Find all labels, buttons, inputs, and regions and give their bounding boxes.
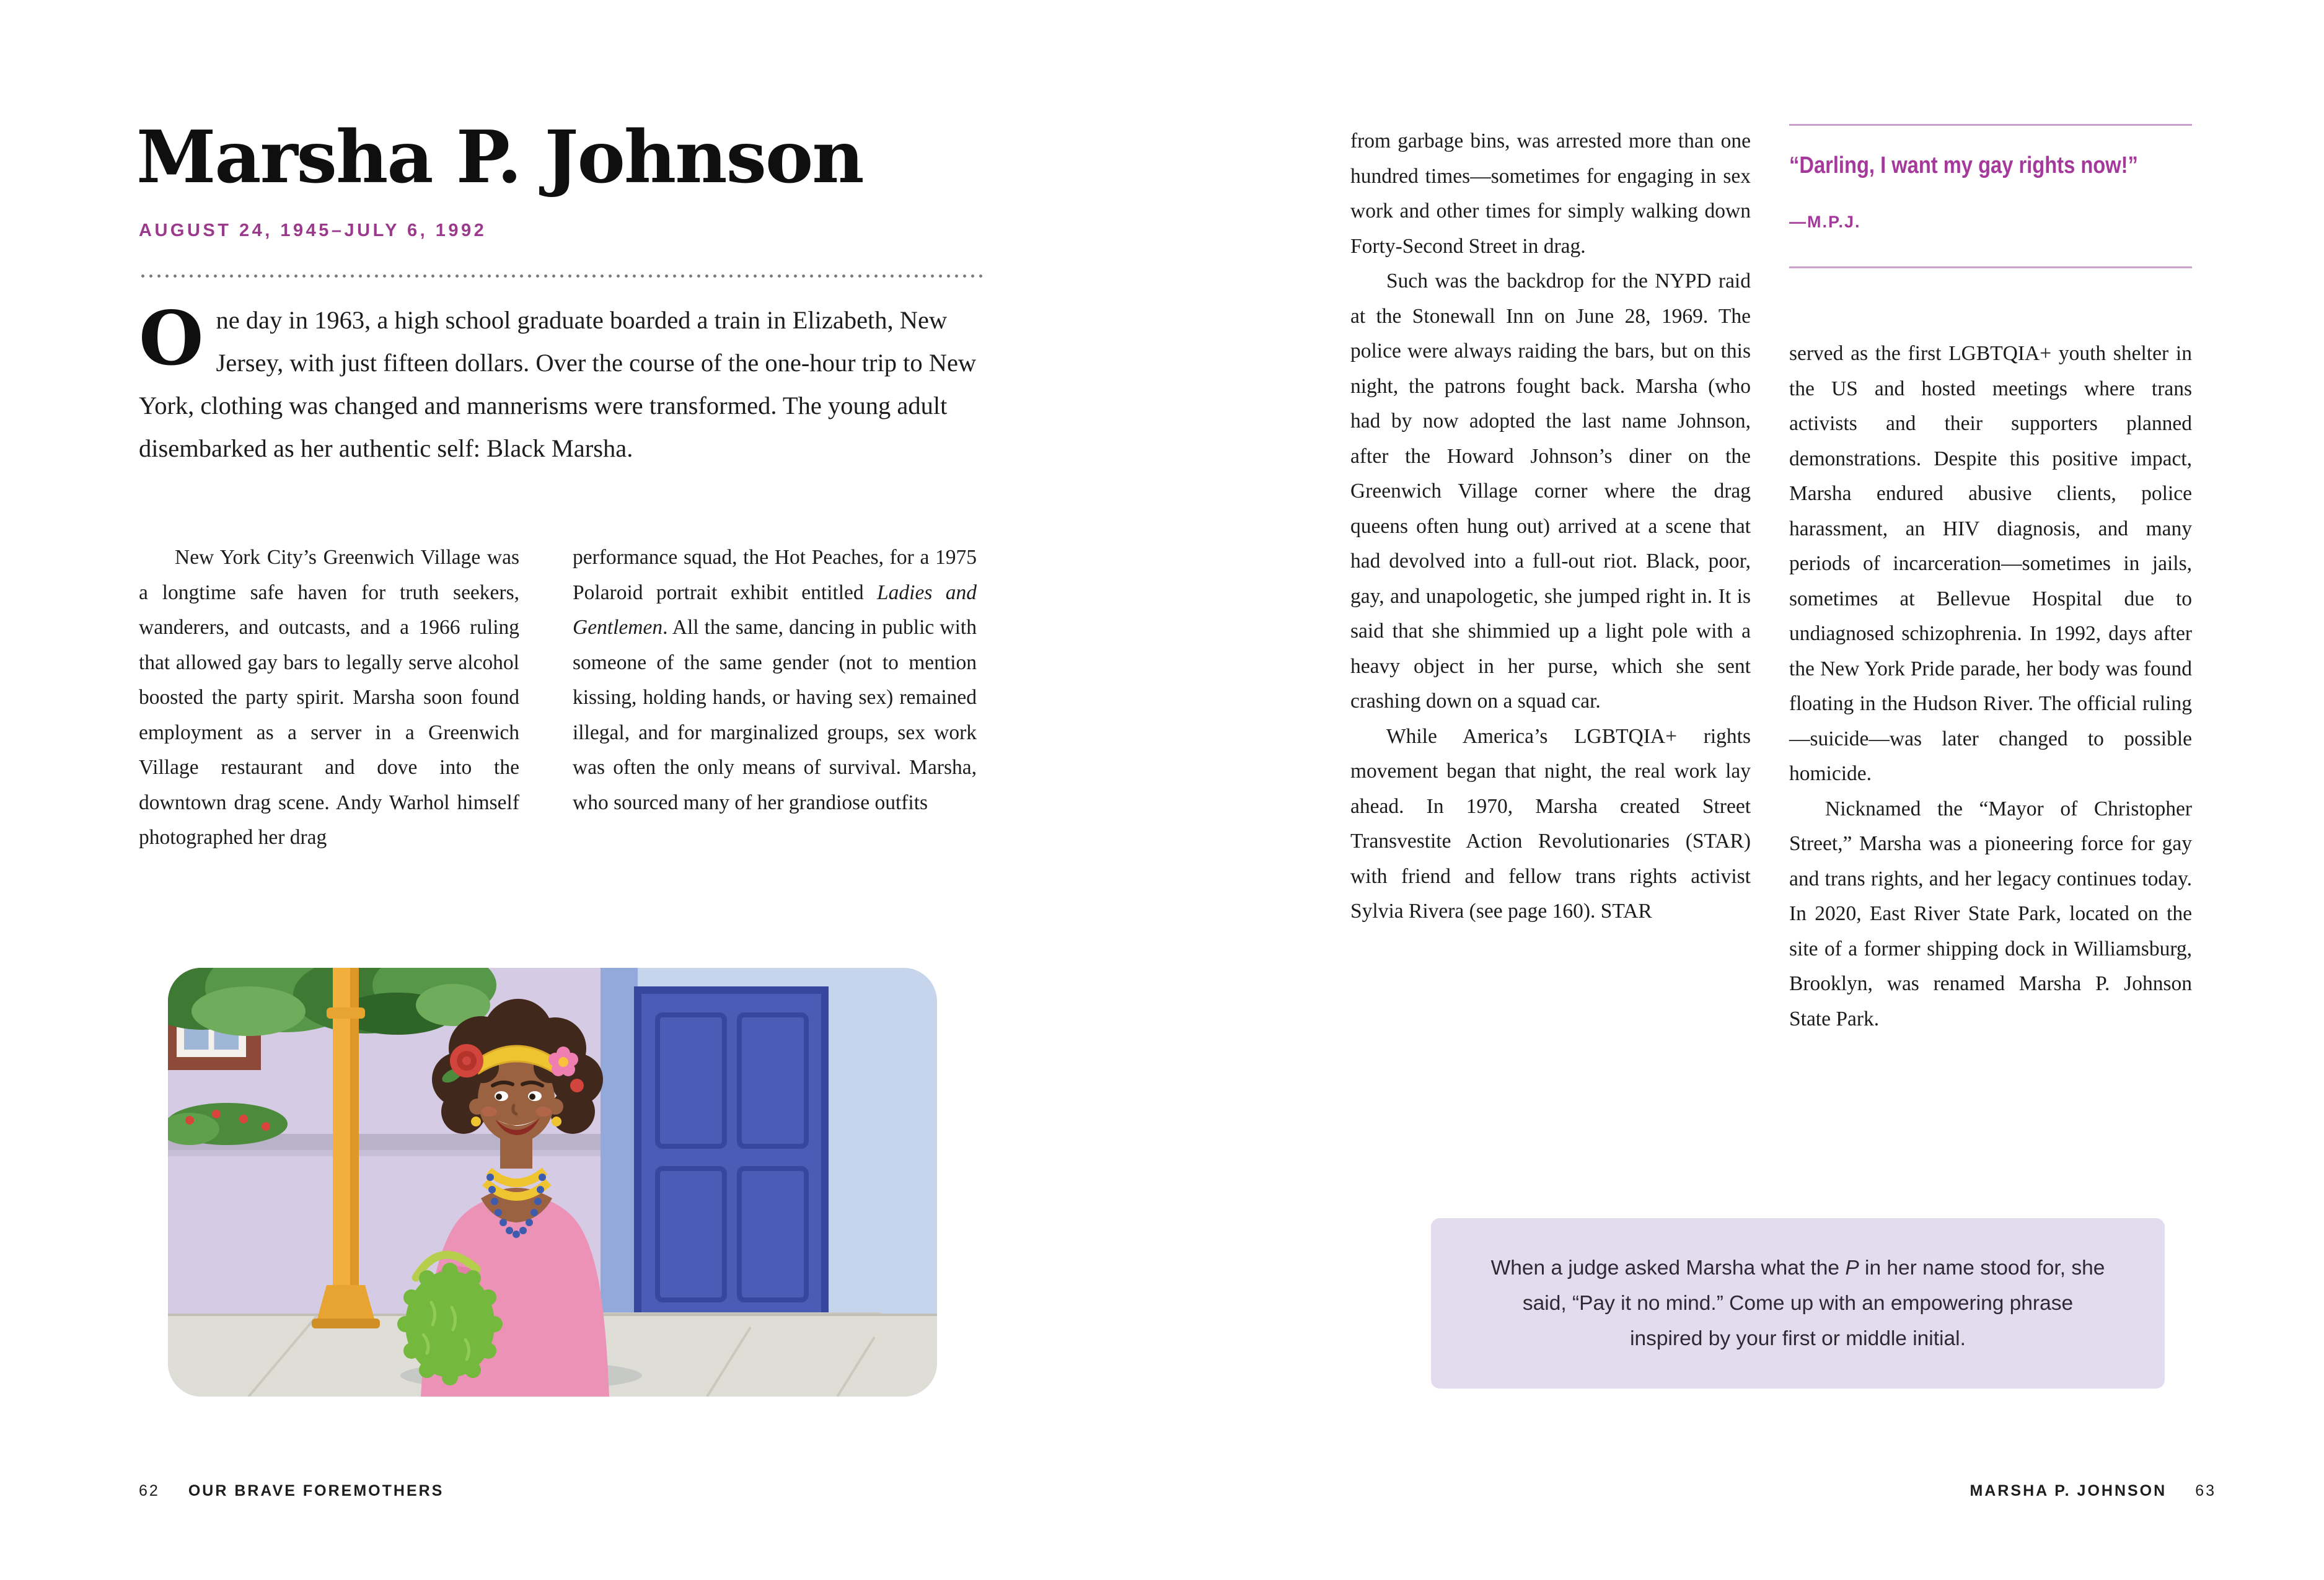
pull-quote-text: “Darling, I want my gay rights now!”: [1789, 152, 2138, 178]
earring: [552, 1117, 561, 1126]
illustration-svg: [168, 968, 937, 1397]
callout-text: [1484, 1250, 2111, 1356]
dotted-divider: [139, 274, 983, 278]
body-paragraph: While America’s LGBTQIA+ rights movement began that night, the real work lay ahead. In 1970, Marsha created Street Transvestite Action Revolutionaries (STAR) with friend and fellow trans rights activist Sylvia Rivera (see page 160). STAR: [1350, 724, 1751, 923]
body-paragraph: from garbage bins, was arrested more than one hundred times—sometimes for engaging in sex work and other times for simply walking down Forty-Second Street in drag.: [1350, 129, 1751, 258]
pull-quote: [1789, 124, 2192, 268]
page-title: Marsha P. Johnson: [136, 115, 863, 200]
earring: [471, 1117, 481, 1126]
body-paragraph: Such was the backdrop for the NYPD raid at the Stonewall Inn on June 28, 1969. The police were always raiding the bars, but on this night, the patrons fought back. Marsha (who had by now adopted the last name Johnson, after the Howard Johnson’s diner on the Greenwich Village corner where the drag queens often hung out) arrived at a scene that had devolved into a full-out riot. Black, poor, gay, and unapologetic, she jumped right in. It is said that she shimmied up a light pole with a heavy object in her purse, which she sent crashing down on a squad car.: [1350, 270, 1751, 713]
marsha-illustration: [168, 968, 937, 1397]
flower-hedge: [168, 1103, 288, 1145]
right-page-column-2: [1789, 124, 2192, 1037]
foliage: [168, 968, 496, 1036]
text-run: . All the same, dancing in public with someone of the same gender (not to mention kissing, holding hands, or having sex) remained illegal, and for marginalized groups, sex work was often the only means of survival. Marsha, who sourced many of her grandiose outfits: [573, 616, 977, 814]
intro-paragraph: [139, 295, 993, 470]
right-page-footer: [1970, 1482, 2216, 1500]
body-paragraph: [573, 540, 977, 820]
text-run: in her name stood for, she said, “Pay it no mind.” Come up with an empowering phrase inspired by your first or middle initial.: [1522, 1257, 2105, 1350]
running-footer-book-title: OUR BRAVE FOREMOTHERS: [188, 1482, 444, 1499]
page-number: 63: [2195, 1482, 2216, 1499]
body-paragraph: served as the first LGBTQIA+ youth shelter in the US and hosted meetings where trans activists and their supporters planned demonstrations. Despite this positive impact, Marsha endured abusive clients, police harassment, an HIV diagnosis, and many periods of incarceration—sometimes in jails, sometimes at Bellevue Hospital due to undiagnosed schizophrenia. In 1992, days after the New York Pride parade, her body was found floating in the Hudson River. The official ruling—suicide—was later changed to possible homicide.: [1789, 342, 2192, 785]
text-run: performance squad, the Hot Peaches, for a 1975 Polaroid portrait exhibit entitled: [573, 546, 977, 604]
left-page-footer: [139, 1482, 444, 1500]
blue-door: [601, 968, 825, 1341]
drop-cap: O: [139, 295, 204, 382]
italic-title-run: Ladies and Gentlemen: [573, 581, 977, 639]
page-number: 62: [139, 1482, 160, 1499]
left-page-column-1: [139, 540, 519, 856]
text-run: When a judge asked Marsha what the: [1490, 1257, 1846, 1279]
running-footer-chapter-title: MARSHA P. JOHNSON: [1970, 1482, 2167, 1499]
right-page-column-1: [1350, 124, 1751, 929]
intro-text: ne day in 1963, a high school graduate boarded a train in Elizabeth, New Jersey, with just fifteen dollars. Over the course of the one-hour trip to New York, clothing was changed and mannerisms were transformed. The young adult disembarked as her authentic self: Black Marsha.: [139, 306, 977, 462]
pull-quote-attribution: —M.P.J.: [1789, 212, 1861, 231]
left-page-column-2: [573, 540, 977, 820]
body-paragraph: Nicknamed the “Mayor of Christopher Street,” Marsha was a pioneering force for gay and trans rights, and her legacy continues today. In 2020, East River State Park, located on the site of a former shipping dock in Williamsburg, Brooklyn, was renamed Marsha P. Johnson State Park.: [1789, 797, 2192, 1030]
activity-callout: [1431, 1218, 2165, 1389]
lifespan-dates: AUGUST 24, 1945–JULY 6, 1992: [139, 221, 487, 240]
italic-initial: P: [1845, 1257, 1859, 1279]
body-paragraph: New York City’s Greenwich Village was a longtime safe haven for truth seekers, wanderers, and outcasts, and a 1966 ruling that allowed gay bars to legally serve alcohol boosted the party spirit. Marsha soon found employment as a server in a Greenwich Village restaurant and dove into the downtown drag scene. Andy Warhol himself photographed her drag: [139, 546, 519, 849]
